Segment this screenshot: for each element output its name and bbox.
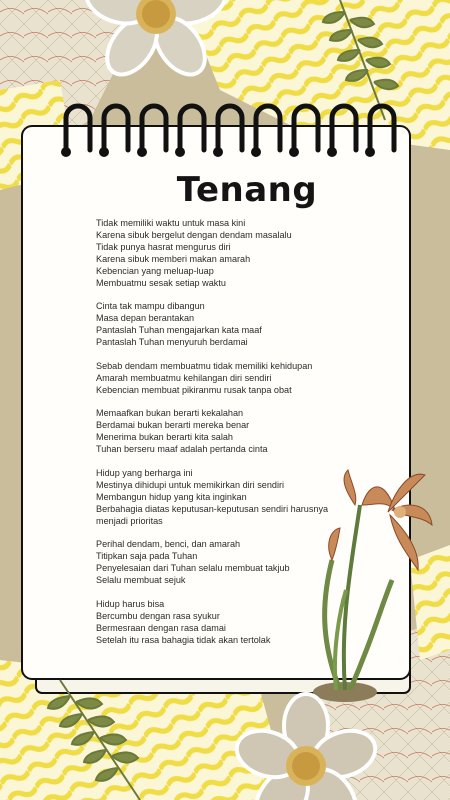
poem-line: Cinta tak mampu dibangun bbox=[96, 301, 205, 312]
poem-line: Perihal dendam, benci, dan amarah bbox=[96, 539, 241, 550]
poem-line: Kebencian membuat pikiranmu rusak tanpa obat bbox=[96, 384, 292, 395]
poem-line: Hidup yang berharga ini bbox=[96, 467, 193, 478]
poem-line: Amarah membuatmu kehilangan diri sendiri bbox=[96, 372, 272, 383]
stanza bbox=[96, 301, 336, 349]
poem-line: Memaafkan bukan berarti kekalahan bbox=[96, 408, 244, 419]
poem-line: Titipkan saja pada Tuhan bbox=[96, 551, 198, 562]
poem-line: Menerima bukan berarti kita salah bbox=[96, 432, 233, 443]
poem-title: Tenang bbox=[176, 170, 318, 210]
poem-line: Bercumbu dengan rasa syukur bbox=[96, 610, 220, 621]
poem-line: Tuhan berseru maaf adalah pertanda cinta bbox=[96, 444, 268, 455]
poem-line: Hidup harus bisa bbox=[96, 598, 165, 609]
poem-line: Berbahagia diatas keputusan-keputusan sendiri harusnya menjadi prioritas bbox=[96, 503, 329, 526]
poem-line: Berdamai bukan berarti mereka benar bbox=[96, 420, 250, 431]
poem-line: Pantaslah Tuhan mengajarkan kata maaf bbox=[96, 325, 262, 336]
stanza bbox=[96, 539, 336, 587]
poem-line: Membuatmu sesak setiap waktu bbox=[96, 277, 226, 288]
stanza bbox=[96, 408, 336, 456]
stanza bbox=[96, 468, 336, 528]
poem-line: Tidak memiliki waktu untuk masa kini bbox=[96, 218, 246, 228]
poem-line: Selalu membuat sejuk bbox=[96, 575, 186, 586]
poem-line: Kebencian yang meluap-luap bbox=[96, 265, 214, 276]
poem-line: Tidak punya hasrat mengurus diri bbox=[96, 241, 231, 252]
poem-line: Mestinya dihidupi untuk memikirkan diri sendiri bbox=[96, 479, 285, 490]
stanza bbox=[96, 361, 336, 397]
poem-line: Membangun hidup yang kita inginkan bbox=[96, 491, 247, 502]
poem-line: Karena sibuk memberi makan amarah bbox=[96, 253, 251, 264]
stanza bbox=[96, 218, 336, 289]
poem-line: Bermesraan dengan rasa damai bbox=[96, 622, 226, 633]
poem-line: Sebab dendam membuatmu tidak memiliki kehidupan bbox=[96, 360, 313, 371]
poem-line: Penyelesaian dari Tuhan selalu membuat takjub bbox=[96, 563, 290, 574]
poem-line: Pantaslah Tuhan menyuruh berdamai bbox=[96, 337, 248, 348]
stanza bbox=[96, 599, 336, 647]
poem-line: Setelah itu rasa bahagia tidak akan tertolak bbox=[96, 634, 271, 645]
poem-body bbox=[96, 218, 336, 658]
poem-line: Masa depan berantakan bbox=[96, 313, 195, 324]
poem-line: Karena sibuk bergelut dengan dendam masalalu bbox=[96, 229, 292, 240]
